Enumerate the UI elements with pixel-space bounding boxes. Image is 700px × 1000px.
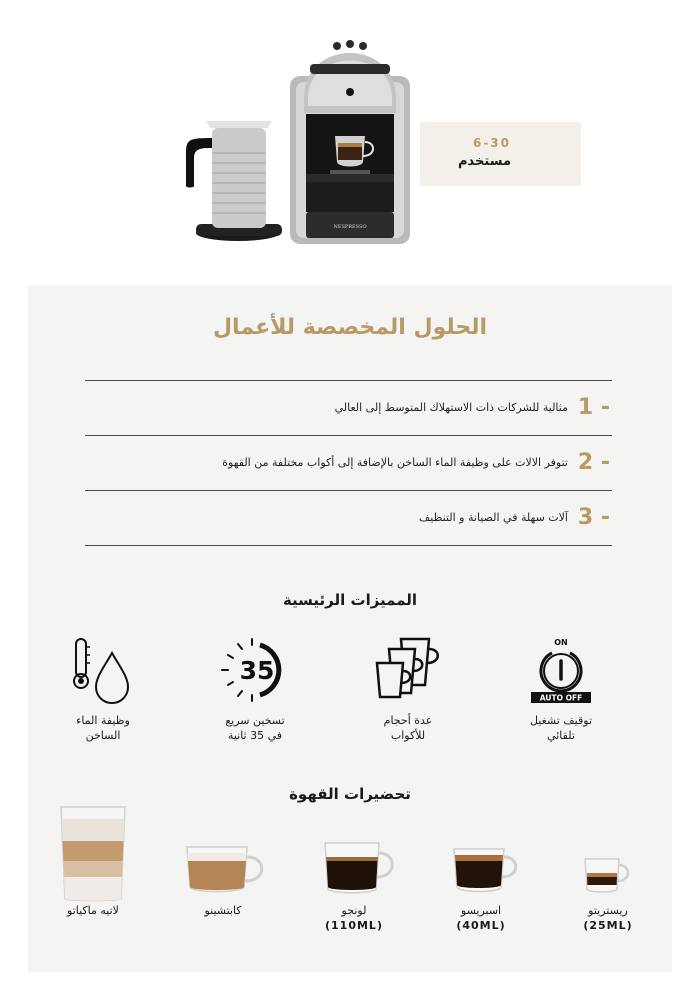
coffee-title: تحضيرات القهوة — [289, 785, 411, 803]
coffee-name: لونجو — [341, 904, 367, 917]
feature-label: عدة أحجام للأكواب — [383, 714, 433, 742]
svg-text:NESPRESSO: NESPRESSO — [333, 224, 367, 230]
solution-item — [85, 381, 612, 436]
svg-text:AUTO OFF: AUTO OFF — [539, 693, 583, 703]
features-title: المميزات الرئيسية — [282, 591, 418, 609]
feature-label: توقيف تشغيل تلقائي — [529, 714, 593, 742]
feature-label: تسخين سريع في 35 ثانية — [225, 714, 285, 742]
solution-item — [85, 491, 612, 546]
feature-hot-water — [48, 635, 158, 743]
solution-number: 3 - — [577, 505, 610, 530]
coffee-name: ريستريتو — [588, 904, 628, 917]
hot-water-icon — [68, 635, 138, 705]
coffee-item-latte-macchiato — [38, 803, 148, 918]
coffee-item-espresso — [426, 803, 536, 933]
espresso-cup-icon — [436, 803, 526, 903]
business-panel — [28, 285, 672, 972]
coffee-name: اسبريسو — [460, 904, 502, 917]
coffee-name: لاتيه ماكياتو — [67, 904, 119, 917]
user-range: 6-30 — [472, 136, 511, 150]
coffee-name: كابتشينو — [204, 904, 242, 917]
ristretto-cup-icon — [573, 803, 643, 903]
coffee-volume: (25ML) — [583, 919, 633, 932]
solution-item — [85, 436, 612, 491]
svg-text:ON: ON — [554, 638, 568, 647]
hero-section — [0, 0, 700, 285]
solution-text: تتوفر الالات على وظيفة الماء الساخن بالإضافة إلى أكواب مختلفة من القهوة — [222, 456, 568, 469]
solution-text: مثالية للشركات ذات الاستهلاك المتوسط إلى العالي — [334, 401, 568, 414]
latte-macchiato-glass-icon — [53, 803, 133, 903]
solution-number: 2 - — [577, 450, 610, 475]
user-capacity-box — [420, 122, 581, 186]
coffee-machine-image — [180, 28, 420, 273]
lungo-cup-icon — [309, 803, 399, 903]
coffee-item-ristretto — [553, 803, 663, 933]
solutions-list — [85, 380, 612, 546]
coffee-item-lungo — [299, 803, 409, 933]
feature-fast-heat — [200, 635, 310, 743]
milk-frother-image — [186, 121, 282, 241]
svg-text:35: 35 — [239, 656, 275, 685]
feature-cup-sizes — [353, 635, 463, 743]
auto-off-icon — [526, 635, 596, 705]
user-label: مستخدم — [458, 154, 511, 169]
fast-heat-icon — [220, 635, 290, 705]
cup-sizes-icon — [373, 635, 443, 705]
espresso-machine-image — [290, 40, 410, 244]
coffee-volume: (110ML) — [325, 919, 383, 932]
solutions-title: الحلول المخصصة للأعمال — [212, 315, 488, 340]
feature-label: وظيفة الماء الساخن — [76, 714, 130, 742]
coffee-volume: (40ML) — [456, 919, 506, 932]
feature-auto-off — [506, 635, 616, 743]
coffee-item-cappuccino — [168, 803, 278, 918]
cappuccino-cup-icon — [173, 803, 273, 903]
solution-text: آلات سهلة في الصيانة و التنظيف — [418, 511, 568, 524]
solution-number: 1 - — [577, 395, 610, 420]
